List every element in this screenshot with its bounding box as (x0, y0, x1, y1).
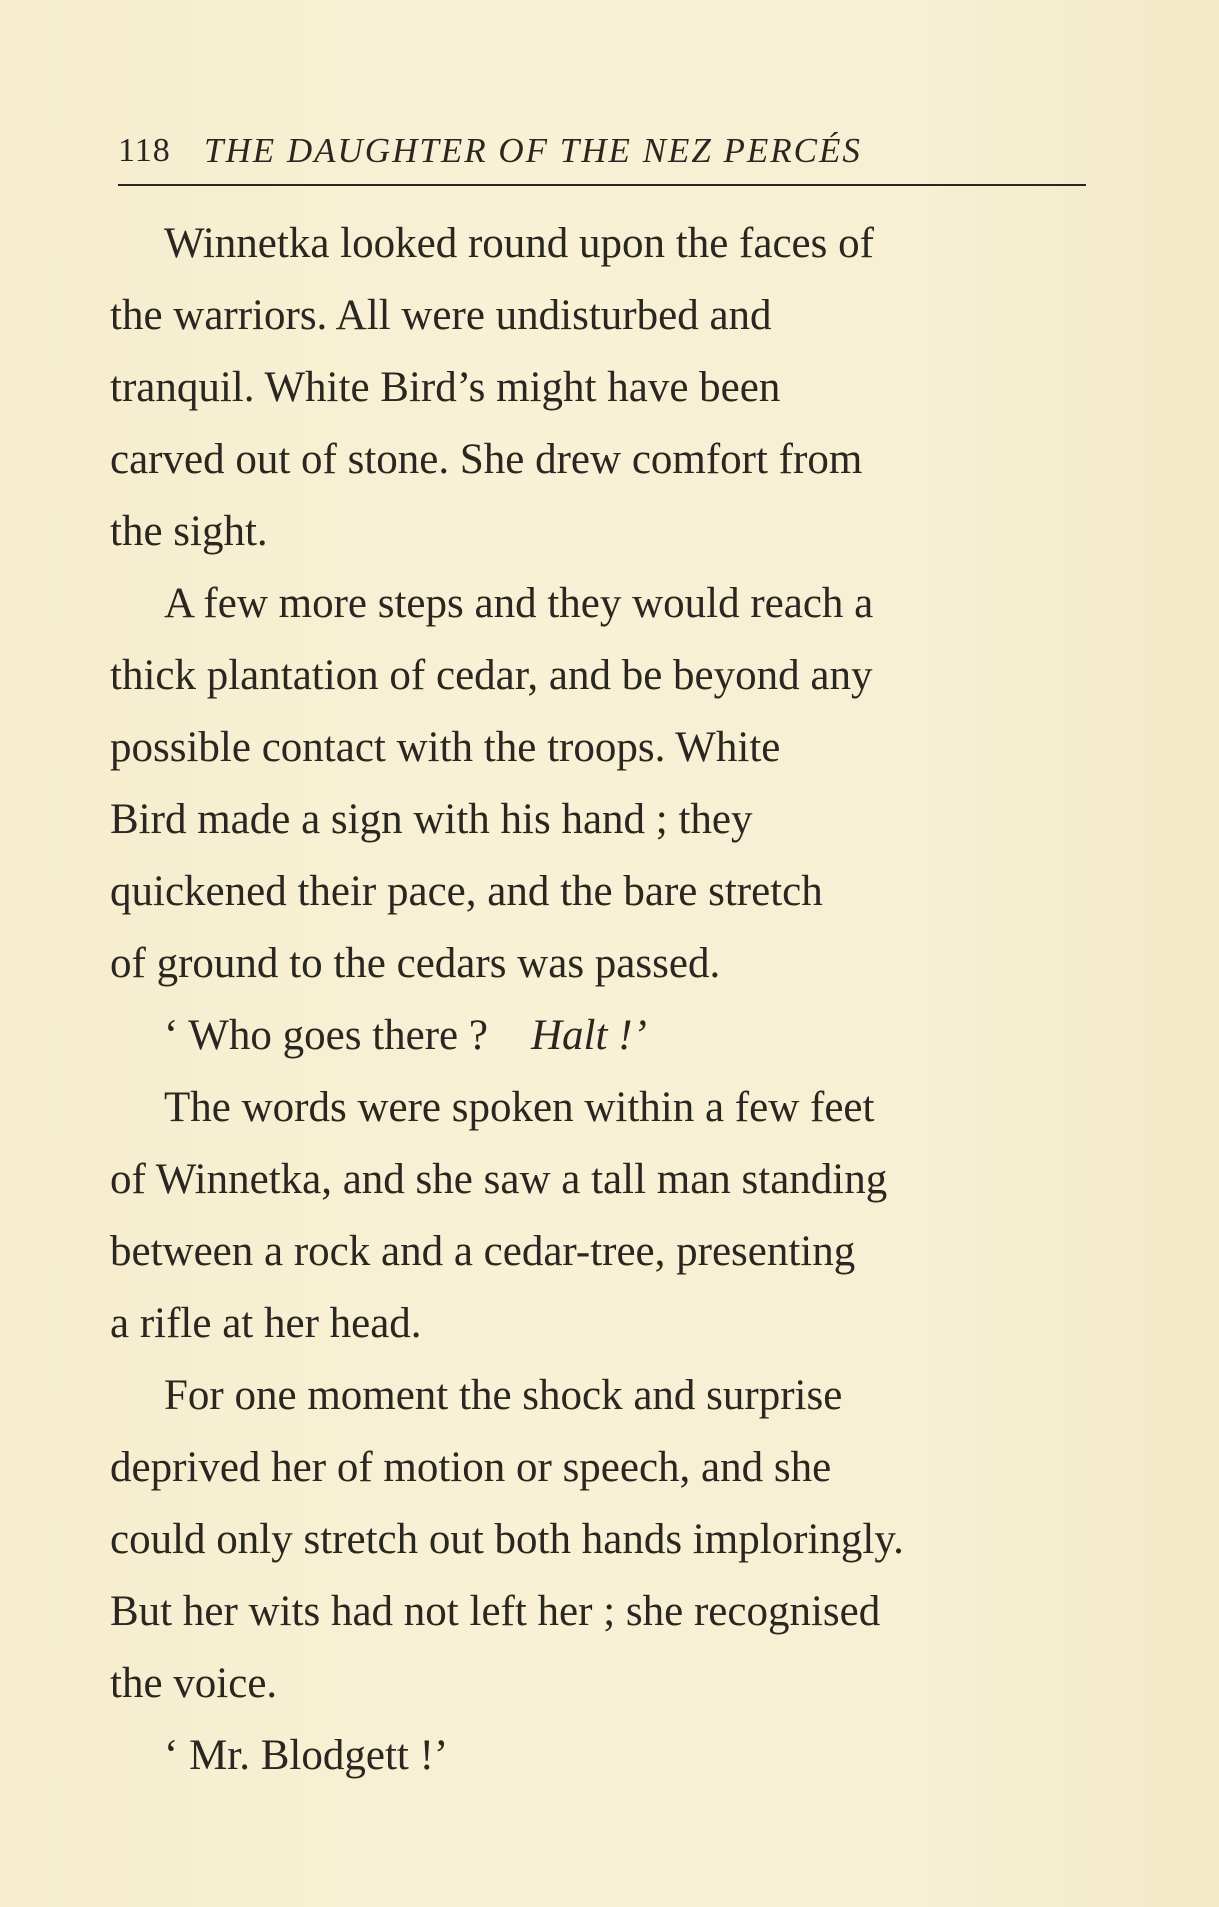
body-text (110, 208, 1082, 1792)
text-line: Winnetka looked round upon the faces of (164, 220, 874, 267)
halt-exclamation: Halt !’ (530, 1012, 647, 1059)
text-line: carved out of stone. She drew comfort from (110, 436, 863, 483)
text-line: For one moment the shock and surprise (164, 1372, 843, 1419)
text-line: thick plantation of cedar, and be beyond any (110, 652, 873, 699)
text-line: possible contact with the troops. White (110, 724, 781, 771)
text-line: of ground to the cedars was passed. (110, 940, 721, 987)
running-title: THE DAUGHTER OF THE NEZ PERCÉS (204, 131, 862, 170)
text-line: ‘ Mr. Blodgett !’ (164, 1732, 449, 1779)
text-line: the voice. (110, 1660, 278, 1707)
text-line: between a rock and a cedar-tree, presenting (110, 1228, 856, 1275)
text-line: ‘ Who goes there ? Halt !’ (164, 1012, 647, 1059)
text-line: Bird made a sign with his hand ; they (110, 796, 753, 843)
text-line: quickened their pace, and the bare stretch (110, 868, 823, 915)
text-line: a rifle at her head. (110, 1300, 422, 1347)
text-line: deprived her of motion or speech, and she (110, 1444, 832, 1491)
text-line: the warriors. All were undisturbed and (110, 292, 772, 339)
page-number: 118 (118, 132, 171, 169)
header-rule (118, 184, 1086, 186)
page-header (118, 126, 1090, 176)
text-line: A few more steps and they would reach a (164, 580, 874, 627)
text-line: could only stretch out both hands imploringly. (110, 1516, 904, 1563)
text-line: The words were spoken within a few feet (164, 1084, 875, 1131)
text-line: the sight. (110, 508, 268, 555)
text-line: of Winnetka, and she saw a tall man standing (110, 1156, 888, 1203)
text-line: But her wits had not left her ; she recognised (110, 1588, 881, 1635)
text-line: tranquil. White Bird’s might have been (110, 364, 781, 411)
